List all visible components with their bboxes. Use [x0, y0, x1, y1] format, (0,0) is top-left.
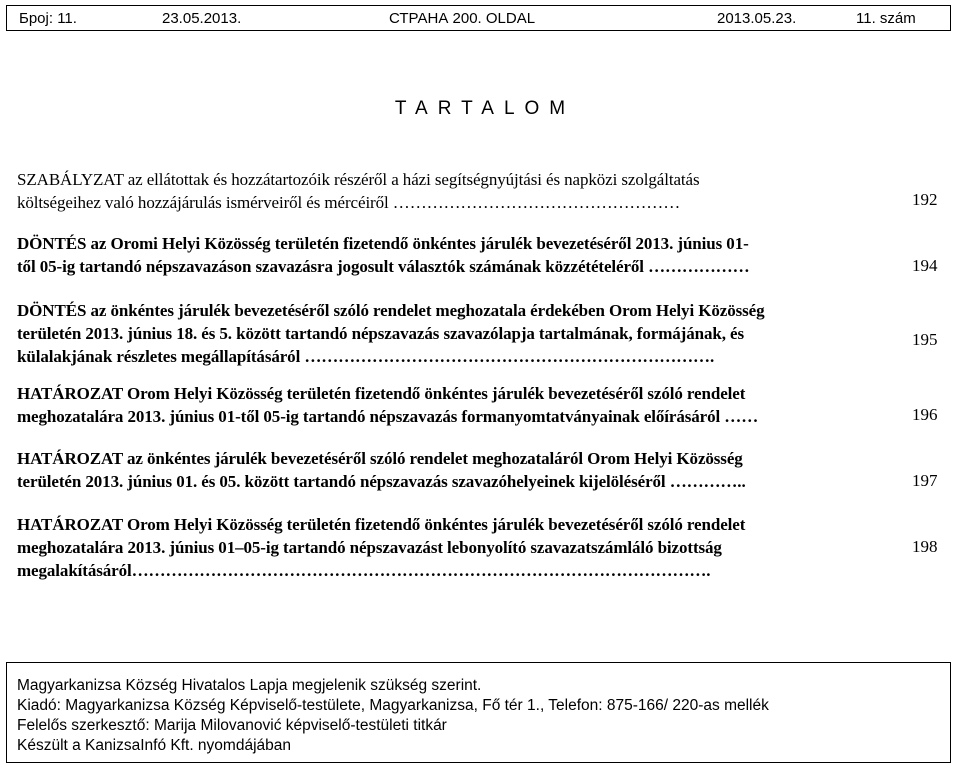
- toc-entry-text: területén 2013. június 18. és 5. között tartandó népszavazás szavazólapja tartalmának, formájának, és: [17, 324, 744, 343]
- toc-page-number: 198: [912, 537, 938, 556]
- toc-page-number: 196: [912, 405, 938, 424]
- toc-entry-text: megalakításáról………………………………………………………………………………………….: [17, 561, 711, 580]
- toc-page-number: 195: [912, 330, 938, 349]
- toc-entry-text: területén 2013. június 01. és 05. között tartandó népszavazás szavazóhelyeinek kijelöléséről …………..: [17, 472, 746, 491]
- header-page-number: СТРАНА 200. OLDAL: [389, 10, 536, 27]
- toc-entry[interactable]: [17, 299, 887, 368]
- publisher-info: Kiadó: Magyarkanizsa Község Képviselő-testülete, Magyarkanizsa, Fő tér 1., Telefon: 875-166/ 220-as mellék: [17, 697, 769, 714]
- printer-info: Készült a KanizsaInfó Kft. nyomdájában: [17, 737, 291, 754]
- header-issue-serbian: Број: 11.: [19, 10, 77, 27]
- toc-entry-text: HATÁROZAT Orom Helyi Közösség területén fizetendő önkéntes járulék bevezetéséről szóló rendelet: [17, 384, 746, 403]
- header-date-serbian: 23.05.2013.: [162, 10, 242, 27]
- toc-entry-text: SZABÁLYZAT az ellátottak és hozzátartozóik részéről a házi segítségnyújtási és napközi szolgáltatás: [17, 170, 700, 189]
- page-title: TARTALOM: [394, 98, 576, 119]
- toc-entry-text: külalakjának részletes megállapításáról ……………………………………………………………….: [17, 347, 715, 366]
- toc-entry-text: meghozatalára 2013. június 01-től 05-ig tartandó népszavazás formanyomtatványainak előírásáról ……: [17, 407, 759, 426]
- toc-entry-text: meghozatalára 2013. június 01–05-ig tartandó népszavazást lebonyolító szavazatszámláló bizottság: [17, 538, 722, 557]
- editor-info: Felelős szerkesztő: Marija Milovanović képviselő-testületi titkár: [17, 717, 447, 734]
- toc-entry-text: HATÁROZAT az önkéntes járulék bevezetéséről szóló rendelet meghozataláról Orom Helyi Közösség: [17, 449, 743, 468]
- toc-entry-text: DÖNTÉS az önkéntes járulék bevezetéséről szóló rendelet meghozatala érdekében Orom Helyi Közösség: [17, 301, 765, 320]
- toc-entry[interactable]: [17, 513, 887, 582]
- toc-entry[interactable]: [17, 168, 887, 214]
- header-issue-hungarian: 11. szám: [856, 10, 916, 27]
- toc-entry-text: től 05-ig tartandó népszavazáson szavazásra jogosult választók számának közzétételéről ………………: [17, 257, 750, 276]
- toc-page-number: 197: [912, 471, 938, 490]
- toc-page-number: 192: [912, 190, 938, 209]
- toc-entry-text: HATÁROZAT Orom Helyi Közösség területén fizetendő önkéntes járulék bevezetéséről szóló rendelet: [17, 515, 746, 534]
- toc-page-number: 194: [912, 256, 938, 275]
- publication-frequency: Magyarkanizsa Község Hivatalos Lapja megjelenik szükség szerint.: [17, 677, 482, 694]
- page-header: [6, 5, 951, 31]
- publication-info-box: [6, 662, 951, 763]
- header-date-hungarian: 2013.05.23.: [717, 10, 797, 27]
- toc-entry[interactable]: [17, 382, 887, 428]
- toc-entry-text: költségeihez való hozzájárulás ismérveiről és mércéiről ……………………………………………: [17, 193, 681, 212]
- toc-entry-text: DÖNTÉS az Oromi Helyi Közösség területén fizetendő önkéntes járulék bevezetéséről 2013. június 01-: [17, 234, 749, 253]
- toc-entry[interactable]: [17, 447, 887, 493]
- toc-entry[interactable]: [17, 232, 887, 278]
